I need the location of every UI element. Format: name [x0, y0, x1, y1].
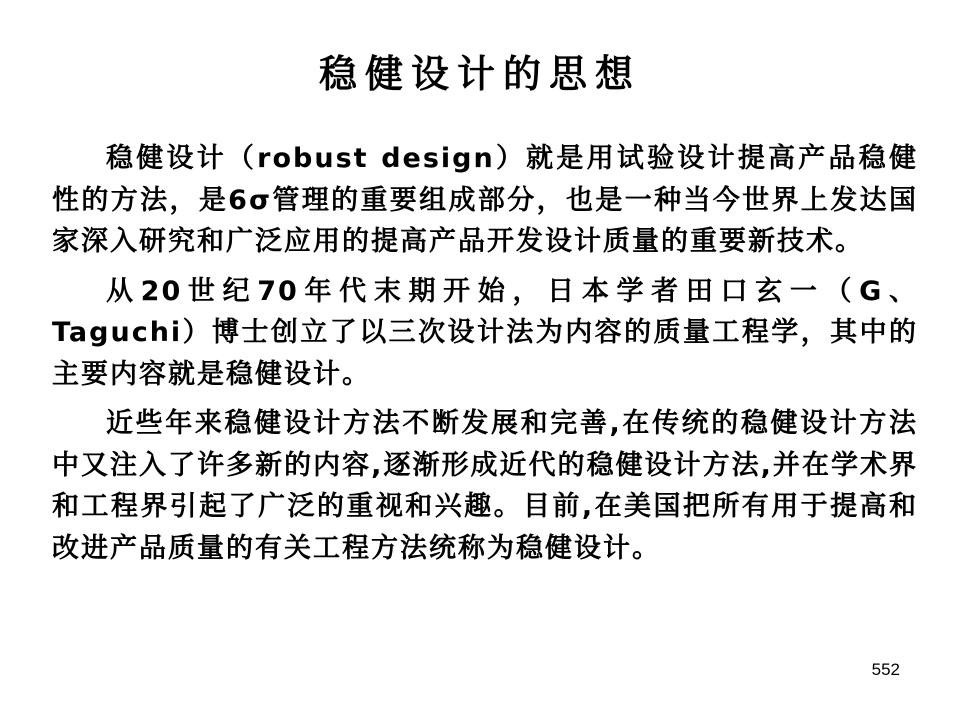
- slide-body: [52, 138, 918, 577]
- paragraph-modern-development: 近些年来稳健设计方法不断发展和完善,在传统的稳健设计方法中又注入了许多新的内容,逐渐形成近代的稳健设计方法,并在学术界和工程界引起了广泛的重视和兴趣。目前,在美国把所有用于提高和改进产品质量的有关工程方法统称为稳健设计。: [52, 408, 918, 564]
- slide-title: 稳健设计的思想: [318, 52, 641, 96]
- page-number: 552: [871, 660, 900, 679]
- paragraph-robust-design-definition: 稳健设计（robust design）就是用试验设计提高产品稳健性的方法，是6σ管理的重要组成部分，也是一种当今世界上发达国家深入研究和广泛应用的提高产品开发设计质量的重要新技术。: [52, 143, 918, 257]
- paragraph-taguchi-history: 从20世纪70年代末期开始，日本学者田口玄一（G、Taguchi）博士创立了以三次设计法为内容的质量工程学，其中的主要内容就是稳健设计。: [52, 275, 918, 390]
